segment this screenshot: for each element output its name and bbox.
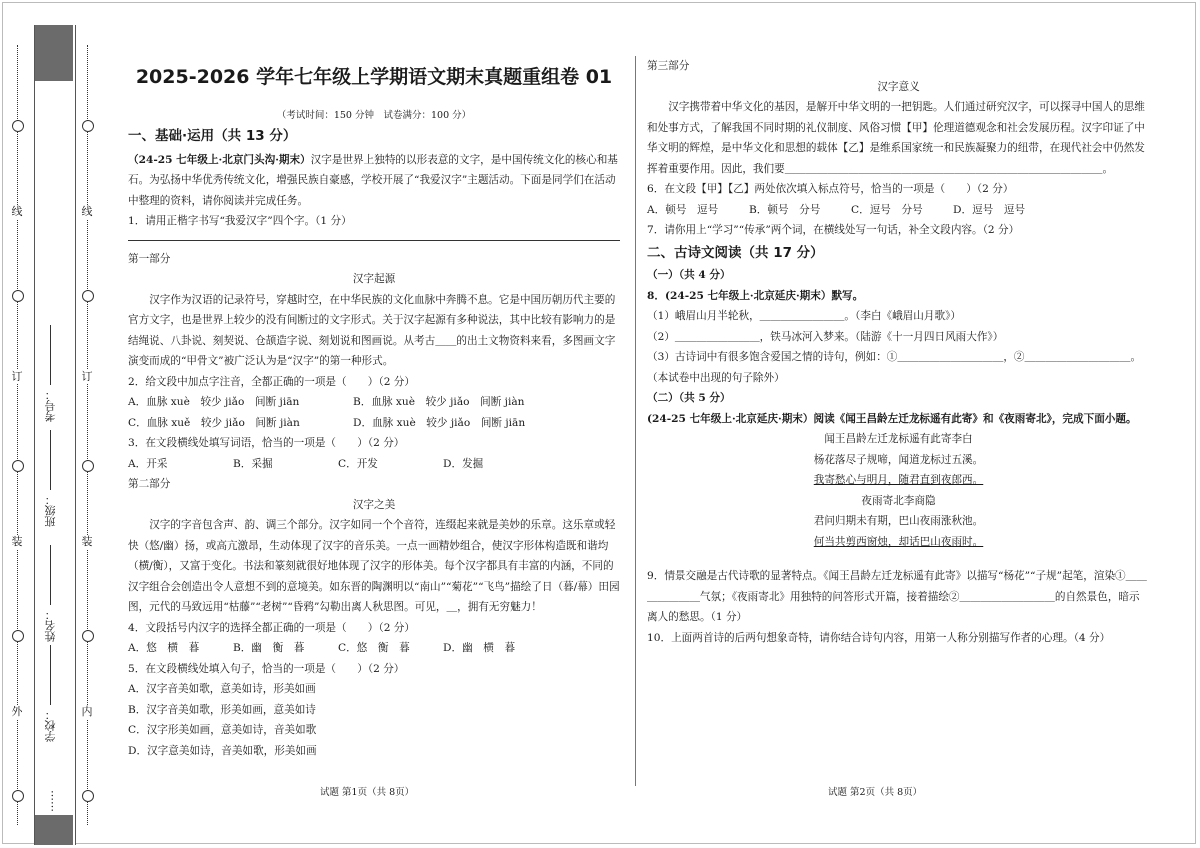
question-9-intro: (24-25 七年级上·北京延庆·期末）阅读《闻王昌龄左迁龙标遥有此寄》和《夜雨寄北》，完成下面小题。	[647, 412, 1137, 425]
school-field[interactable]	[43, 645, 59, 742]
option-6b[interactable]: B．顿号 分号	[749, 203, 821, 216]
poem-2-title: 夜雨寄北李商隐	[861, 494, 936, 507]
question-8-3[interactable]: （3）古诗词中有很多饱含爱国之情的诗句，例如：①＿＿＿＿＿＿＿＿＿＿，②＿＿＿＿＿＿＿＿＿＿。（本试卷中出现的句子除外）	[647, 351, 1142, 384]
binding-hole-icon	[82, 290, 94, 302]
name-field[interactable]	[43, 545, 59, 642]
option-3c[interactable]: C．开发	[338, 457, 378, 470]
right-column	[647, 56, 1150, 648]
exam-info: （考试时间：150 分钟 试卷满分：100 分）	[276, 110, 472, 121]
exam-number-label: 考号：	[44, 389, 57, 422]
part-3-title: 汉字意义	[877, 80, 920, 93]
poem-2-line-2	[647, 532, 1150, 553]
binding-hole-icon	[12, 290, 24, 302]
page-footer-2: 试题 第2页（共 8页）	[828, 787, 923, 798]
binding-band-top-shade	[35, 25, 73, 81]
question-8-2[interactable]: （2）＿＿＿＿＿＿＿＿，铁马冰河入梦来。（陆游《十一月四日风雨大作》）	[647, 330, 1004, 343]
poem-2-line-2-text: 何当共剪西窗烛，却话巴山夜雨时。	[813, 535, 984, 548]
option-4d[interactable]: D．幽 横 暮	[443, 642, 516, 654]
question-7: 7．请你用上“学习”“传承”两个词，在横线处写一句话，补全文段内容。（2 分）	[647, 224, 1020, 236]
inner-marker-nei: 内	[76, 705, 98, 719]
option-4a[interactable]: A．悠 横 暮	[128, 642, 200, 654]
binding-strip	[5, 25, 100, 845]
subsection-1: （一）（共 4 分）	[647, 269, 731, 281]
bottom-dots: ……	[43, 790, 56, 812]
question-5: 5．在文段横线处填入句子，恰当的一项是（ ）（2 分）	[128, 662, 405, 675]
question-8: 8．(24-25 七年级上·北京延庆·期末）默写。	[647, 289, 864, 302]
inner-marker-xian: 线	[76, 205, 98, 219]
question-6-options	[647, 200, 1150, 221]
part-1-paragraph: 汉字作为汉语的记录符号，穿越时空，在中华民族的文化血脉中奔腾不息。它是中国历朝历代主要的官方文字，也是世界上较少的没有间断过的文字形式。关于汉字起源有多种说法，其中比较有影响力的是结绳说、八卦说、刻契说、仓颉造字说、刻划说和图画说。从考古＿＿的出土文物资料来看，多图画文字演变而成的“甲骨文”被广泛认为是“汉字”的第一种形式。	[128, 293, 616, 367]
part-1-title: 汉字起源	[352, 273, 396, 285]
left-column	[128, 126, 620, 761]
page-footer-1: 试题 第1页（共 8页）	[320, 787, 415, 798]
part-1-label: 第一部分	[128, 252, 171, 265]
outer-marker-wai: 外	[6, 705, 28, 719]
class-blank[interactable]	[51, 430, 52, 490]
option-2b[interactable]: B．血脉 xuè 较少 jiǎo 间断 jiàn	[353, 396, 525, 408]
question-8-1[interactable]: （1）峨眉山月半轮秋，＿＿＿＿＿＿＿＿。（李白《峨眉山月歌》）	[647, 310, 961, 322]
binding-hole-icon	[82, 460, 94, 472]
binding-hole-icon	[12, 120, 24, 132]
part-2-title: 汉字之美	[352, 498, 396, 511]
outer-marker-zhuang: 装	[6, 535, 28, 549]
option-5a[interactable]: A．汉字音美如歌，意美如诗，形美如画	[128, 683, 316, 695]
question-3: 3．在文段横线处填写词语，恰当的一项是（ ）（2 分）	[128, 437, 405, 449]
binding-hole-icon	[12, 790, 24, 802]
inner-marker-zhuang: 装	[76, 535, 98, 549]
poem-1-title: 闻王昌龄左迁龙标遥有此寄李白	[824, 433, 973, 445]
option-2a[interactable]: A．血脉 xuè 较少 jiǎo 间断 jiān	[128, 396, 300, 408]
school-blank[interactable]	[51, 645, 52, 705]
part-3-paragraph: 汉字携带着中华文化的基因，是解开中华文明的一把钥匙。人们通过研究汉字，可以探寻中国人的思维和处事方式，了解我国不同时期的礼仪制度、风俗习惯【甲】伦理道德观念和社会发展历程。汉字印证了中华文明的辉煌，是中华文化和思想的载体【乙】是维系国家统一和民族凝聚力的纽带，在现代社会中仍然发挥着重要作用。因此，我们要＿＿＿＿＿＿＿＿＿＿＿＿＿＿＿＿＿＿＿＿＿＿＿＿＿＿＿＿＿＿。	[647, 101, 1145, 175]
binding-hole-icon	[12, 460, 24, 472]
section-heading-1: 一、基础·运用（共 13 分）	[128, 128, 297, 144]
exam-number-blank[interactable]	[51, 325, 52, 385]
poem-2-line-1: 君问归期未有期，巴山夜雨涨秋池。	[813, 515, 984, 527]
option-3d[interactable]: D．发掘	[443, 457, 484, 470]
question-9[interactable]: 9．情景交融是古代诗歌的显著特点。《闻王昌龄左迁龙标遥有此寄》以描写“杨花”“子规”起笔，渲染①＿＿＿＿＿＿＿气氛；《夜雨寄北》用独特的问答形式开篇，接着描绘②＿＿＿＿＿＿＿＿＿的自然景色，暗示离人的愁思。（1 分）	[647, 570, 1147, 623]
outer-marker-xian: 线	[6, 205, 28, 219]
name-label: 姓名：	[44, 609, 57, 642]
poem-1-line-1: 杨花落尽子规啼，闻道龙标过五溪。	[813, 453, 984, 466]
option-6c[interactable]: C．逗号 分号	[851, 203, 923, 216]
class-label: 班级：	[44, 494, 57, 527]
name-blank[interactable]	[51, 545, 52, 605]
question-6: 6．在文段【甲】【乙】两处依次填入标点符号，恰当的一项是（ ）（2 分）	[647, 183, 1014, 195]
option-6d[interactable]: D．逗号 逗号	[953, 203, 1026, 216]
intro-source: （24-25 七年级上·北京门头沟·期末）	[128, 153, 311, 166]
school-label: 学校：	[44, 709, 57, 742]
option-5d[interactable]: D．汉字意美如诗，音美如歌，形美如画	[128, 744, 317, 757]
section-heading-2: 二、古诗文阅读（共 17 分）	[647, 244, 824, 261]
binding-hole-icon	[12, 630, 24, 642]
part-3-label: 第三部分	[647, 60, 690, 72]
question-2: 2．给文段中加点字注音，全都正确的一项是（ ）（2 分）	[128, 375, 415, 388]
option-6a[interactable]: A．顿号 逗号	[647, 203, 719, 216]
question-1: 1．请用正楷字书写“我爱汉字”四个字。（1 分）	[128, 215, 352, 227]
binding-hole-icon	[82, 790, 94, 802]
part-2-label: 第二部分	[128, 478, 171, 490]
subsection-2: （二）（共 5 分）	[647, 392, 731, 404]
outer-marker-ding: 订	[6, 370, 28, 384]
page-title: 2025-2026 学年七年级上学期语文期末真题重组卷 01	[135, 66, 613, 88]
question-4-options	[128, 638, 620, 659]
question-10: 10．上面两首诗的后两句想象奇特，请你结合诗句内容，用第一人称分别描写作者的心理。（4 分）	[647, 631, 1111, 644]
question-2-options-row-2	[128, 413, 620, 434]
column-divider	[635, 56, 636, 786]
intro-paragraph	[128, 150, 620, 212]
question-4: 4．文段括号内汉字的选择全都正确的一项是（ ）（2 分）	[128, 621, 415, 634]
poem-1-line-2-text: 我寄愁心与明月，随君直到夜郎西。	[813, 474, 984, 486]
poem-1-line-2	[647, 470, 1150, 491]
option-3a[interactable]: A．开采	[128, 457, 168, 470]
intro-text: 汉字是世界上独特的以形表意的文字，是中国传统文化的核心和基石。为弘扬中华优秀传统文化，增强民族自豪感，学校开展了“我爱汉字”主题活动。下面是同学们在活动中整理的资料，请你阅读并完成任务。	[128, 153, 618, 207]
option-5b[interactable]: B．汉字音美如歌，形美如画，意美如诗	[128, 703, 316, 716]
option-4c[interactable]: C．悠 衡 暮	[338, 642, 410, 654]
binding-hole-icon	[82, 630, 94, 642]
question-2-options-row-1	[128, 392, 620, 413]
option-2d[interactable]: D．血脉 xuè 较少 jiǎo 间断 jiān	[353, 416, 526, 429]
spacer	[647, 552, 1150, 566]
binding-band-bottom-shade	[35, 815, 73, 845]
option-3b[interactable]: B．采掘	[233, 457, 273, 470]
question-3-options	[128, 454, 620, 475]
option-2c[interactable]: C．血脉 xuě 较少 jiǎo 间断 jiàn	[128, 416, 300, 429]
option-4b[interactable]: B．幽 衡 暮	[233, 642, 305, 654]
answer-line[interactable]	[128, 232, 620, 241]
inner-marker-ding: 订	[76, 370, 98, 384]
binding-hole-icon	[82, 120, 94, 132]
exam-number-field[interactable]	[43, 325, 59, 422]
part-2-paragraph: 汉字的字音包含声、韵、调三个部分。汉字如同一个个音符，连缀起来就是美妙的乐章。这乐章或轻快（悠/幽）扬，或高亢激昂，生动体现了汉字的音乐美。一点一画精妙组合，使汉字形体构造既和谐均（横/衡），又富于变化。书法和篆刻就很好地体现了汉字的形体美。每个汉字都具有丰富的内涵，不同的汉字组合会创造出令人意想不到的意境美。如东晋的陶渊明以“南山”“菊花”“飞鸟”描绘了日（暮/幕）田园图，元代的马致远用“枯藤”“老树”“昏鸦”勾勒出离人秋思图。可见，＿，拥有无穷魅力！	[128, 519, 620, 613]
option-5c[interactable]: C．汉字形美如画，意美如诗，音美如歌	[128, 724, 317, 736]
class-field[interactable]	[43, 430, 59, 527]
